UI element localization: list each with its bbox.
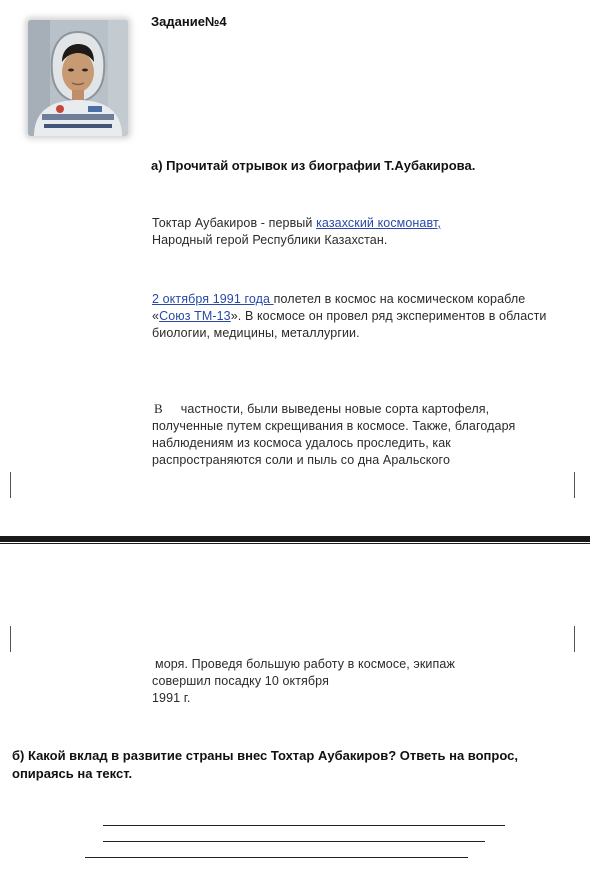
question-a: а) Прочитай отрывок из биографии Т.Аубакирова.: [151, 158, 476, 173]
crop-mark: [0, 626, 11, 652]
cosmonaut-photo: [28, 20, 128, 136]
paragraph-text: Народный герой Республики Казахстан.: [152, 233, 388, 247]
paragraph-line: моря. Проведя большую работу в космосе, экипаж: [155, 657, 455, 671]
task-title: Задание№4: [151, 14, 227, 29]
answer-line[interactable]: [103, 841, 485, 842]
paragraph-text: полетел в космос на космическом корабле «: [152, 292, 526, 323]
answer-line[interactable]: [85, 857, 468, 858]
answer-line[interactable]: [103, 825, 505, 826]
paragraph-line: совершил посадку 10 октября: [152, 674, 329, 688]
question-b: б) Какой вклад в развитие страны внес Тохтар Аубакиров? Ответь на вопрос, опираясь на текст.: [12, 748, 518, 781]
soyuz-link[interactable]: Союз ТМ-13: [159, 309, 231, 323]
paragraph-text: ». В космосе он провел ряд экспериментов в области биологии, медицины, металлургии.: [152, 309, 547, 340]
cosmonaut-portrait-icon: [28, 20, 128, 136]
crop-mark: [574, 472, 590, 498]
paragraph-text: Токтар Аубакиров - первый: [152, 216, 317, 230]
drop-letter: В: [154, 401, 163, 416]
cosmonaut-link[interactable]: казахский космонавт,: [316, 216, 441, 230]
paragraph-intro: [152, 215, 562, 249]
crop-mark: [0, 472, 11, 498]
paragraph-text: частности, были выведены новые сорта картофеля, полученные путем скрещивания в космосе. Также, благодаря наблюдениям из космоса удалось проследить, как распространяются соли и пыль со дна Аральского: [152, 402, 516, 467]
crop-mark: [574, 626, 590, 652]
paragraph-landing: [152, 656, 562, 707]
page-break: [0, 536, 590, 542]
paragraph-line: 1991 г.: [152, 691, 191, 705]
paragraph-flight: [152, 291, 562, 342]
date-link[interactable]: 2 октября 1991 года: [152, 292, 274, 306]
page-break-line: [0, 543, 590, 544]
paragraph-experiments: [152, 400, 562, 469]
